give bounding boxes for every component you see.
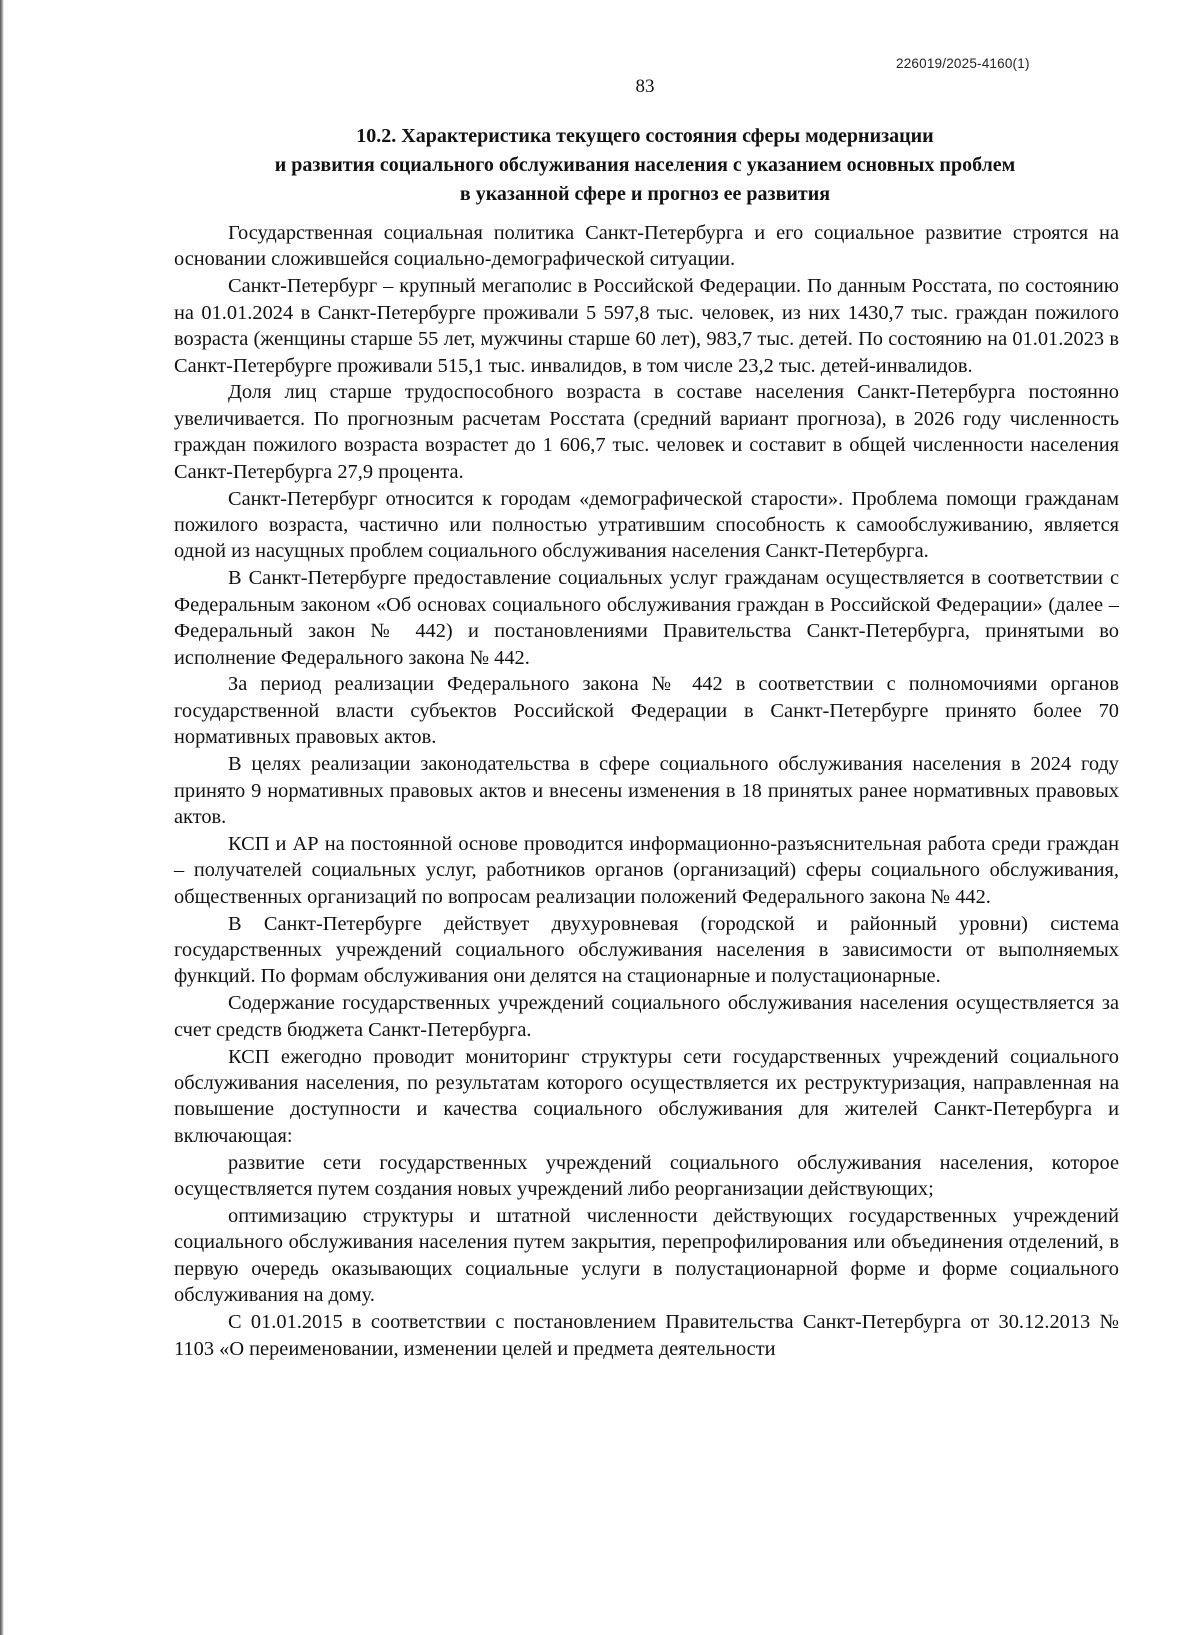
list-paragraph: развитие сети государственных учреждений социального обслуживания населения, которое осуществляется путем создания новых учреждений либо реорганизации действующих; — [174, 1151, 1119, 1201]
paragraph: В целях реализации законодательства в сфере социального обслуживания населения в 2024 году принято 9 нормативных правовых актов и внесены изменения в 18 принятых ранее нормативных правовых актов. — [174, 753, 1119, 828]
document-id: 226019/2025-4160(1) — [896, 56, 1030, 71]
paragraph: Содержание государственных учреждений социального обслуживания населения осуществляется за счет средств бюджета Санкт-Петербурга. — [174, 992, 1119, 1041]
paragraph: За период реализации Федерального закона № 442 в соответствии с полномочиями органов государственной власти субъектов Российской Федерации в Санкт-Петербурге принято более 70 нормативных правовых актов. — [174, 673, 1119, 749]
paragraph: Государственная социальная политика Санкт-Петербурга и его социальное развитие строятся на основании сложившейся социально-демографической ситуации. — [174, 222, 1119, 271]
paragraph: Санкт-Петербург относится к городам «демографической старости». Проблема помощи гражданам пожилого возраста, частично или полностью утратившим способность к самообслуживанию, является одной из насущных проблем социального обслуживания населения Санкт-Петербурга. — [174, 487, 1119, 563]
scan-edge — [0, 0, 4, 1635]
body-text — [174, 220, 1119, 1362]
heading-line: и развития социального обслуживания населения с указанием основных проблем — [274, 154, 1016, 176]
paragraph: Санкт-Петербург – крупный мегаполис в Российской Федерации. По данным Росстата, по состоянию на 01.01.2024 в Санкт-Петербурге проживали 5 597,8 тыс. человек, из них 1430,7 тыс. граждан пожилого возраста (женщины старше 55 лет, мужчины старше 60 лет), 983,7 тыс. детей. По состоянию на 01.01.2023 в Санкт-Петербурге проживали 515,1 тыс. инвалидов, в том числе 23,2 тыс. детей-инвалидов. — [174, 275, 1119, 377]
paragraph: КСП и АР на постоянной основе проводится информационно-разъяснительная работа среди граждан – получателей социальных услуг, работников органов (организаций) сферы социального обслуживания, общественных организаций по вопросам реализации положений Федерального закона № 442. — [174, 832, 1119, 908]
paragraph: В Санкт-Петербурге действует двухуровневая (городской и районный уровни) система государственных учреждений социального обслуживания населения в зависимости от выполняемых функций. По формам обслуживания они делятся на стационарные и полустационарные. — [174, 912, 1119, 988]
heading-line: 10.2. Характеристика текущего состояния сферы модернизации — [356, 125, 934, 147]
heading-line: в указанной сфере и прогноз ее развития — [459, 183, 831, 205]
list-paragraph: оптимизацию структуры и штатной численности действующих государственных учреждений социального обслуживания населения путем закрытия, перепрофилирования или объединения отделений, в первую очередь оказывающих социальные услуги в полустационарной форме и форме социального обслуживания на дому. — [174, 1205, 1119, 1307]
paragraph: С 01.01.2015 в соответствии с постановлением Правительства Санкт-Петербурга от 30.12.2013 № 1103 «О переименовании, изменении целей и предмета деятельности — [174, 1311, 1119, 1360]
paragraph: В Санкт-Петербурге предоставление социальных услуг гражданам осуществляется в соответствии с Федеральным законом «Об основах социального обслуживания граждан в Российской Федерации» (далее – Федеральный закон № 442) и постановлениями Правительства Санкт-Петербурга, принятыми во исполнение Федерального закона № 442. — [174, 567, 1119, 669]
page-number: 83 — [635, 76, 655, 97]
paragraph: КСП ежегодно проводит мониторинг структуры сети государственных учреждений социального обслуживания населения, по результатам которого осуществляется их реструктуризация, направленная на повышение доступности и качества социального обслуживания для жителей Санкт-Петербурга и включающая: — [174, 1045, 1119, 1147]
paragraph: Доля лиц старше трудоспособного возраста в составе населения Санкт-Петербурга постоянно увеличивается. По прогнозным расчетам Росстата (средний вариант прогноза), в 2026 году численность граждан пожилого возраста возрастет до 1 606,7 тыс. человек и составит в общей численности населения Санкт-Петербурга 27,9 процента. — [174, 381, 1119, 483]
section-heading — [180, 122, 1110, 209]
